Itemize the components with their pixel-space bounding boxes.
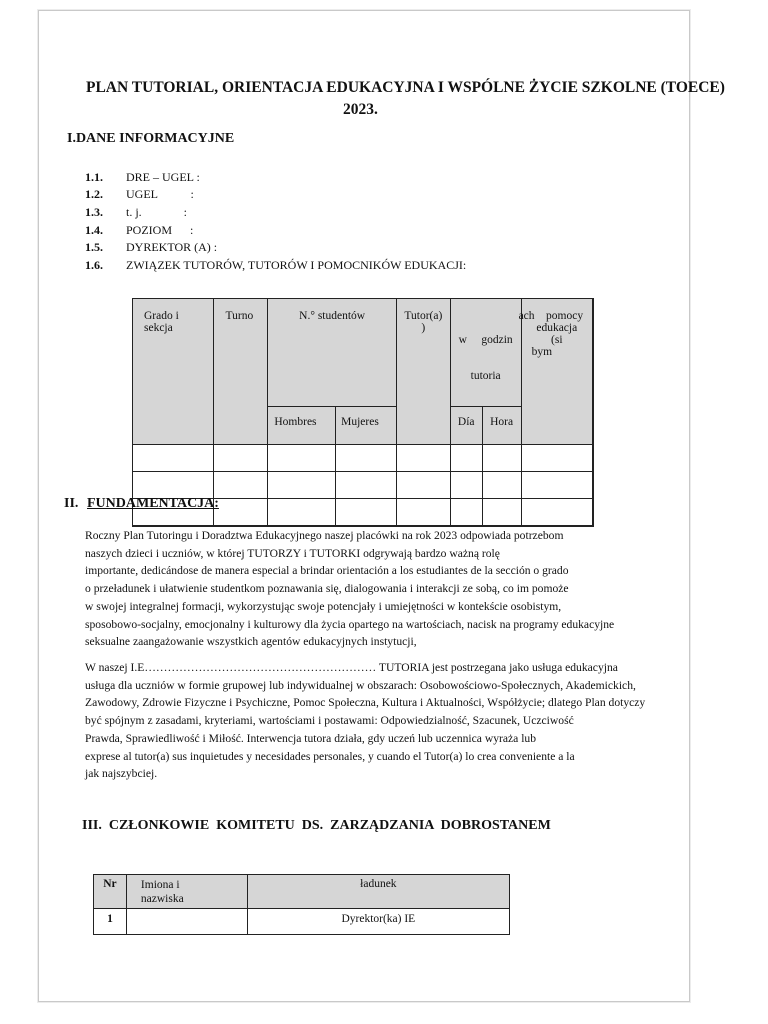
- row-role: Dyrektor(ka) IE: [247, 909, 509, 935]
- header-turno: Turno: [213, 299, 268, 445]
- item-number: 1.3.: [85, 205, 103, 219]
- header-hombres: Hombres: [268, 407, 336, 445]
- paragraph-1: Roczny Plan Tutoringu i Doradztwa Edukacyjnego naszej placówki na rok 2023 odpowiada potrzebom naszych dzieci i uczniów, w której TUTORZY i TUTORKI odgrywają bardzo ważną rolę importante, dedicándose de manera especial a brindar orientación a los estudiantes de la sección o grado o przeładunek i ułatwienie studentkom poznawania się, dialogowania i interakcji ze sobą, co im pomoże w swojej integralnej formacji, wykorzystując swoje potencjały i umiejętności w kontekście osobistym, sposobowo-socjalny, emocjonalny i kulturowy dla życia opartego na wartościach, nacisk na programy edukacyjne seksualne zaangażowanie wszystkich agentów edukacyjnych instytucji,: [85, 529, 615, 649]
- item-number: 1.6.: [85, 258, 103, 272]
- table-row: [133, 445, 594, 472]
- header-nr: Nr: [94, 875, 127, 909]
- item-text: POZIOM :: [126, 223, 194, 237]
- item-text: ZWIĄZEK TUTORÓW, TUTORÓW I POMOCNIKÓW EDUKACJI:: [126, 258, 467, 272]
- row-name[interactable]: [126, 909, 247, 935]
- header-dia: Día: [450, 407, 482, 445]
- header-tutor: Tutor(a) ): [396, 299, 450, 445]
- item-text: DYREKTOR (A) :: [126, 240, 218, 254]
- header-ladunek: ładunek: [247, 875, 509, 909]
- item-text: DRE – UGEL :: [126, 170, 200, 184]
- document-title-line1: PLAN TUTORIAL, ORIENTACJA EDUKACYJNA I WSPÓLNE ŻYCIE SZKOLNE (TOECE): [86, 79, 725, 96]
- header-pomocy: ach pomocy edukacja (si bym: [521, 299, 593, 445]
- table-row: [133, 472, 594, 499]
- section-1-heading: I.DANE INFORMACYJNE: [67, 131, 235, 146]
- tutors-table: [132, 298, 594, 527]
- document-title-line2: 2023.: [343, 101, 378, 118]
- header-grado: Grado i sekcja: [133, 299, 214, 445]
- item-number: 1.1.: [85, 170, 103, 184]
- header-mujeres: Mujeres: [336, 407, 397, 445]
- section-2-heading: FUNDAMENTACJA:: [87, 496, 219, 511]
- section-2-number: II.: [64, 496, 79, 511]
- paragraph-2: W naszej I.E…………………………………………………… TUTORIA jest postrzegana jako usługa edukacyjna usługa dla uczniów w formie grupowej lub indywidualnej w obszarach: Osobowościowo-Społecznych, Akademickich, Zawodowy, Zdrowie Fizyczne i Psychiczne, Pomoc Społeczna, Kultura i Aktualności, Współżycie; dlatego Plan dotyczy być spójnym z zasadami, kryteriami, wartościami i postawami: Odpowiedzialność, Szacunek, Uczciwość Prawda, Sprawiedliwość i Miłość. Interwencja tutora działa, gdy uczeń lub uczennica wyraża lub exprese al tutor(a) sus inquietudes y necesidades personales, y cuando el Tutor(a) lo crea conveniente a la jak najszybciej.: [85, 661, 646, 781]
- header-godziny: w godzin tutoria: [450, 299, 521, 407]
- item-text: UGEL :: [126, 187, 194, 201]
- table-row: [94, 909, 510, 935]
- header-imiona: Imiona i nazwiska: [126, 875, 247, 909]
- header-hora: Hora: [482, 407, 521, 445]
- item-text: t. j. :: [126, 205, 188, 219]
- header-students: N.° studentów: [268, 299, 397, 407]
- item-number: 1.5.: [85, 240, 103, 254]
- committee-table: [93, 874, 510, 935]
- row-number: 1: [94, 909, 127, 935]
- section-3-heading: III. CZŁONKOWIE KOMITETU DS. ZARZĄDZANIA DOBROSTANEM: [82, 818, 551, 833]
- item-number: 1.4.: [85, 223, 103, 237]
- item-number: 1.2.: [85, 187, 103, 201]
